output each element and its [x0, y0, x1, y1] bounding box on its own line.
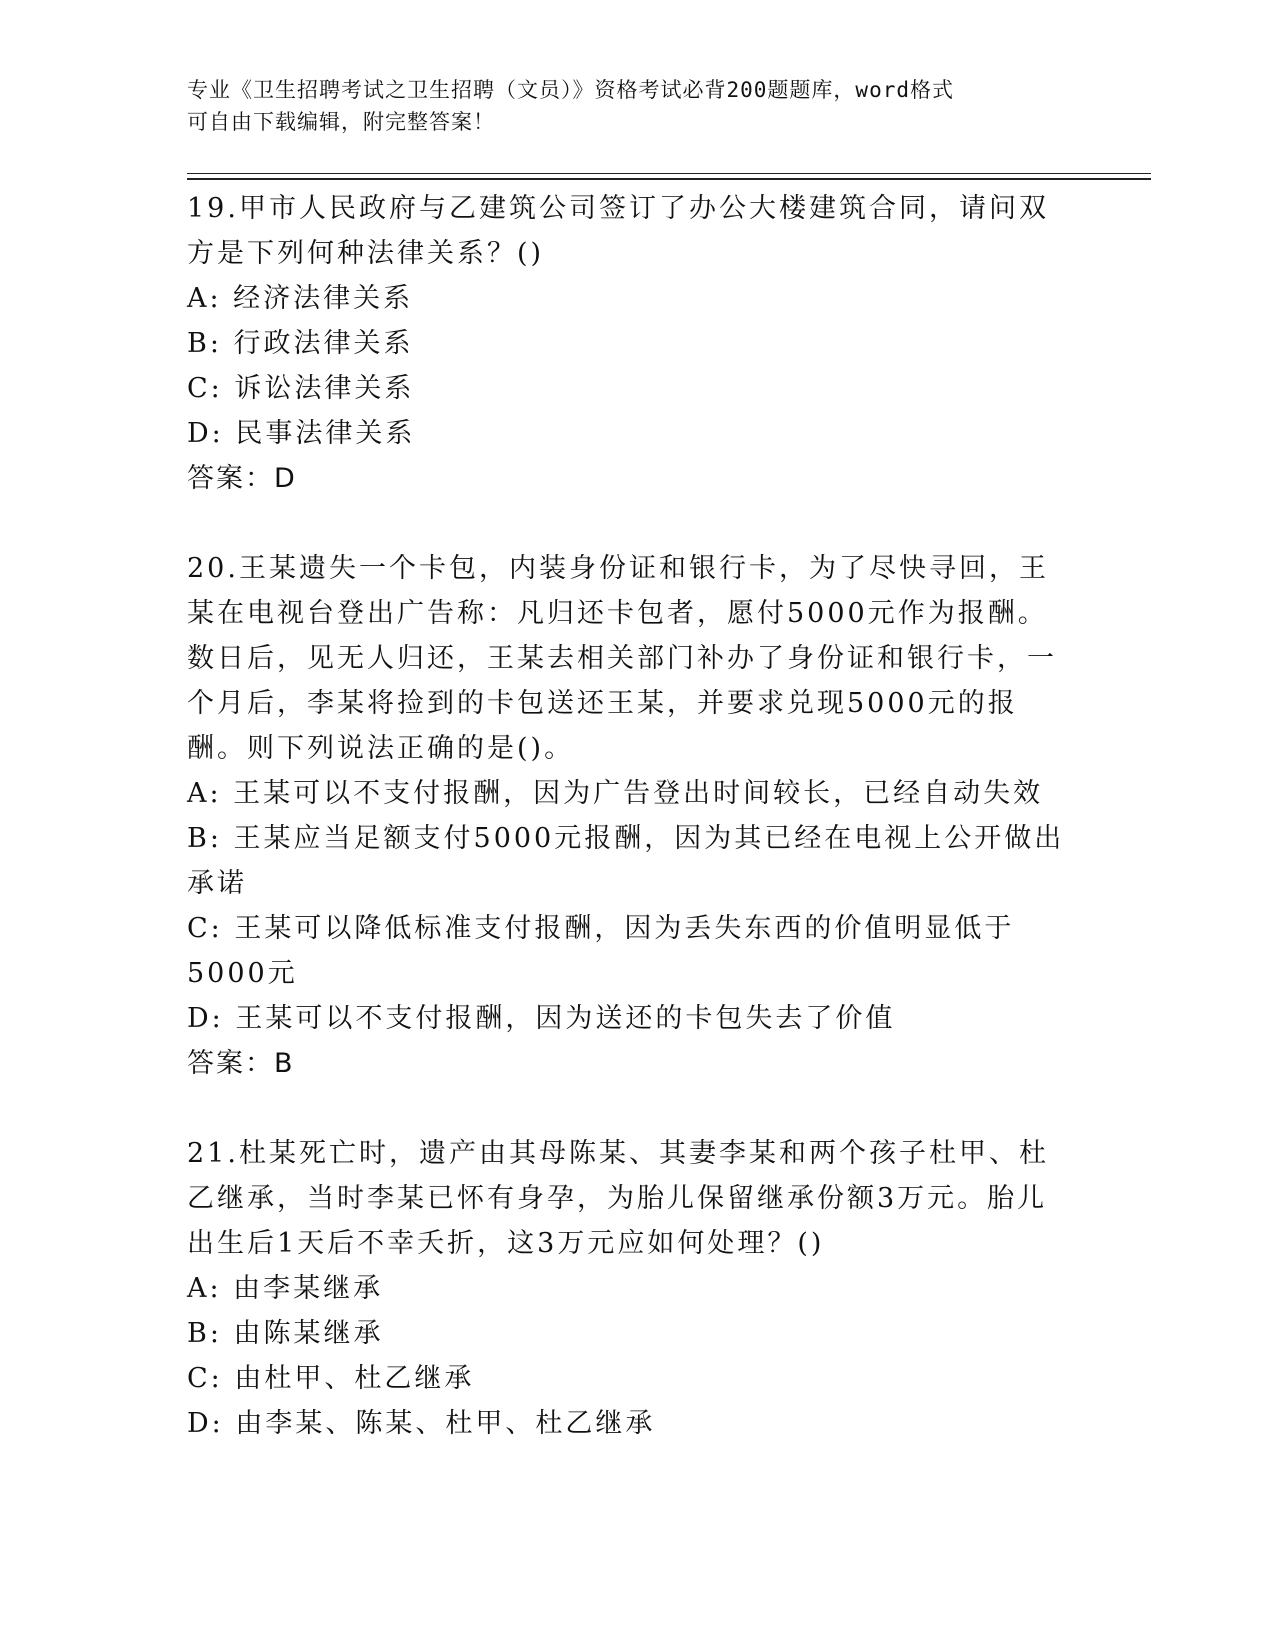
option-a: A: 由李某继承	[187, 1273, 384, 1304]
header-divider-thick	[187, 178, 1151, 180]
option-a: A: 经济法律关系	[187, 283, 414, 314]
option-a: A: 王某可以不支付报酬，因为广告登出时间较长，已经自动失效	[187, 778, 1044, 809]
option-b: B: 行政法律关系	[187, 328, 414, 359]
question-text: 20.王某遗失一个卡包，内装身份证和银行卡，为了尽快寻回，王某在电视台登出广告称：凡归还卡包者，愿付5000元作为报酬。数日后，见无人归还，王某去相关部门补办了身份证和银行卡，一个月后，李某将捡到的卡包送还王某，并要求兑现5000元的报酬。则下列说法正确的是()。	[187, 553, 1057, 764]
question-text: 19.甲市人民政府与乙建筑公司签订了办公大楼建筑合同，请问双方是下列何种法律关系？()	[187, 193, 1049, 269]
question-text: 21.杜某死亡时，遗产由其母陈某、其妻李某和两个孩子杜甲、杜乙继承，当时李某已怀有身孕，为胎儿保留继承份额3万元。胎儿出生后1天后不幸夭折，这3万元应如何处理？()	[187, 1138, 1049, 1259]
document-header	[187, 74, 1067, 138]
question-19	[187, 186, 1077, 501]
option-b: B: 由陈某继承	[187, 1318, 384, 1349]
answer-line: 答案：B	[187, 1048, 295, 1079]
option-c: C: 诉讼法律关系	[187, 373, 415, 404]
option-b: B: 王某应当足额支付5000元报酬，因为其已经在电视上公开做出承诺	[187, 823, 1065, 899]
option-d: D: 民事法律关系	[187, 418, 416, 449]
question-spacer	[187, 501, 1077, 546]
question-20	[187, 546, 1077, 1086]
option-d: D: 由李某、陈某、杜甲、杜乙继承	[187, 1408, 656, 1439]
question-spacer	[187, 1086, 1077, 1131]
header-divider-thin	[187, 173, 1151, 174]
question-list	[187, 186, 1077, 1446]
option-c: C: 由杜甲、杜乙继承	[187, 1363, 475, 1394]
option-d: D: 王某可以不支付报酬，因为送还的卡包失去了价值	[187, 1003, 896, 1034]
question-21	[187, 1131, 1077, 1446]
header-line-1: 专业《卫生招聘考试之卫生招聘（文员）》资格考试必背200题题库，word格式	[187, 78, 954, 102]
answer-line: 答案：D	[187, 463, 297, 494]
header-line-2: 可自由下载编辑，附完整答案！	[187, 110, 495, 134]
option-c: C: 王某可以降低标准支付报酬，因为丢失东西的价值明显低于5000元	[187, 913, 1015, 989]
